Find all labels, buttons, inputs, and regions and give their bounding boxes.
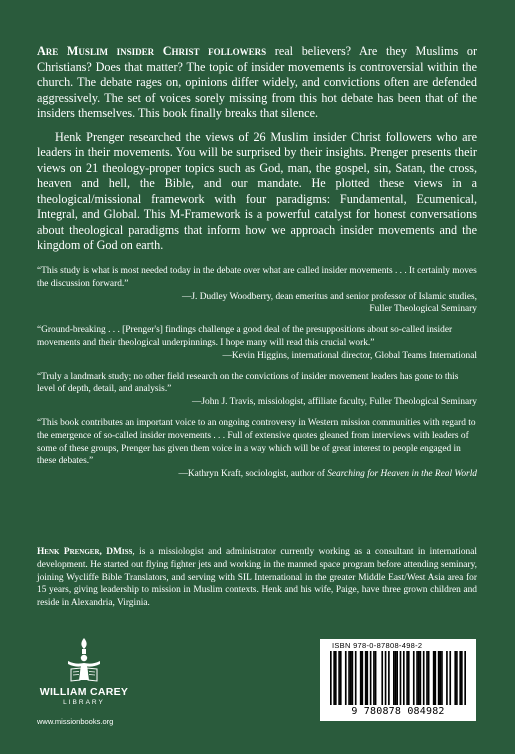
- author-bio-text: , is a missiologist and administrator currently working as a consultant in international development. He started out flying fighter jets and working in the manned space program before attending seminary, joining Wycliffe Bible Translators, and serving with SIL International in the greater Middle East/West Asia area for 15 years, giving leadership to mission in Muslim contexts. Henk and his wife, Paige, have three grown children and reside in Alexandria, Virginia.: [37, 547, 477, 609]
- barcode-bar: [396, 651, 398, 705]
- endorsement-higgins: [37, 324, 477, 362]
- endorsement-travis: [37, 371, 477, 409]
- barcode-bar: [403, 651, 405, 705]
- barcode-bar: [366, 651, 368, 705]
- author-name: Henk Prenger, DMiss: [37, 547, 133, 557]
- barcode-bar: [385, 651, 387, 705]
- endorsement-attribution: [37, 468, 477, 481]
- isbn-barcode: [320, 639, 476, 721]
- barcode-bar: [355, 651, 357, 705]
- barcode-bar: [400, 651, 402, 705]
- endorsement-text: “Ground-breaking . . . [Prenger's] findings challenge a good deal of the presuppositions about so-called insider movements and their theological underpinnings. I hope many will read this crucial work.”: [37, 325, 453, 348]
- endorsement-woodberry: [37, 265, 477, 316]
- barcode-bar: [393, 651, 395, 705]
- description-text-1: real believers? Are they Muslims or Christians? Does that matter? The topic of insider movements is controversial within the church. The debate rages on, opinions differ widely, and convictions often are defended aggressively. The set of voices sorely missing from this hot debate has been that of the insiders themselves. This book finally breaks that silence.: [37, 44, 478, 120]
- description-paragraph-2: Henk Prenger researched the views of 26 Muslim insider Christ followers who are leaders in their movements. You will be surprised by their insights. Prenger presents their views on 21 theology-proper topics such as God, man, the gospel, sin, Satan, the cross, heaven and hell, the Bible, and our mandate. He plotted these views in a theological/missional framework with four paradigms: Fundamental, Ecumenical, Integral, and Global. This M-Framework is a powerful catalyst for honest conversations about theological paradigms that inform how we approach insider movements and the kingdom of God on earth.: [37, 129, 477, 252]
- barcode-bar: [420, 651, 422, 705]
- barcode-bar: [350, 651, 352, 705]
- barcode-bar: [428, 651, 430, 705]
- isbn-label: ISBN 978-0-87808-498-2: [332, 641, 423, 650]
- author-bio: [37, 546, 477, 610]
- barcode-bar: [433, 651, 435, 705]
- barcode-bar: [395, 651, 397, 705]
- publisher-name: WILLIAM CAREY: [39, 686, 129, 698]
- barcode-bar: [461, 651, 463, 705]
- endorsements: [37, 265, 477, 489]
- barcode-bar: [438, 651, 440, 705]
- endorsement-text: “Truly a landmark study; no other field research on the convictions of insider movement leaders has gone to this level of depth, detail, and analysis.”: [37, 371, 459, 395]
- barcode-bar: [454, 651, 456, 705]
- barcode-bar: [406, 651, 408, 705]
- barcode-bar: [345, 651, 347, 705]
- publisher-logo: [34, 637, 134, 706]
- barcode-bar: [338, 651, 340, 705]
- barcode-bar: [352, 651, 354, 705]
- barcode-bar: [446, 651, 448, 705]
- barcode-bar: [381, 651, 383, 705]
- barcode-bar: [373, 651, 375, 705]
- endorsement-kraft: [37, 417, 477, 481]
- barcode-bar: [340, 651, 342, 705]
- barcode-bar: [408, 651, 410, 705]
- barcode-bar: [413, 651, 415, 705]
- barcode-bar: [449, 651, 451, 705]
- description-paragraph-1: [37, 44, 477, 122]
- barcode-bar: [459, 651, 461, 705]
- barcode-bar: [464, 651, 466, 705]
- barcode-bar: [426, 651, 428, 705]
- barcode-bar: [333, 651, 335, 705]
- barcode-bar: [335, 651, 337, 705]
- barcode-bars: [330, 651, 466, 705]
- torch-figure-icon: [62, 637, 106, 683]
- publisher-subname: LIBRARY: [63, 699, 105, 706]
- endorsement-attribution: —John J. Travis, missiologist, affiliate faculty, Fuller Theological Seminary: [192, 397, 477, 408]
- barcode-bar: [362, 651, 364, 705]
- publisher-website: www.missionbooks.org: [37, 717, 114, 726]
- endorsement-book-title: Searching for Heaven in the Real World: [327, 469, 477, 480]
- barcode-bar: [416, 651, 418, 705]
- barcode-bar: [441, 651, 443, 705]
- barcode-bar: [434, 651, 436, 705]
- barcode-digits: 9 780878 084982: [351, 706, 445, 717]
- barcode-bar: [375, 651, 377, 705]
- barcode-bar: [348, 651, 350, 705]
- barcode-bar: [388, 651, 390, 705]
- barcode-bar: [365, 651, 367, 705]
- endorsement-text: “This study is what is most needed today in the debate over what are called insider movements . . . It certainly moves the discussion forward.”: [37, 266, 477, 289]
- description-lead: Are Muslim insider Christ followers: [37, 44, 267, 58]
- endorsement-attribution: —J. Dudley Woodberry, dean emeritus and senior professor of Islamic studies,: [181, 291, 477, 302]
- barcode-bar: [456, 651, 458, 705]
- endorsement-attribution: —Kevin Higgins, international director, Global Teams International: [222, 350, 477, 361]
- endorsement-attribution-text: —Kathryn Kraft, sociologist, author of: [178, 469, 328, 480]
- barcode-bar: [330, 651, 332, 705]
- endorsement-text: “This book contributes an important voice to an ongoing controversy in Western mission communities with regard to the emergence of so-called insider movements . . . Full of extensive quotes gleaned from interviews with leaders of some of these groups, Prenger has given them voice in a way which will be of great interest to people engaged in these debates.”: [37, 417, 476, 467]
- barcode-bar: [439, 651, 441, 705]
- barcode-bar: [360, 651, 362, 705]
- book-description: [37, 44, 477, 254]
- barcode-bar: [423, 651, 425, 705]
- barcode-bar: [418, 651, 420, 705]
- barcode-bar: [370, 651, 372, 705]
- endorsement-affiliation: Fuller Theological Seminary: [369, 304, 477, 315]
